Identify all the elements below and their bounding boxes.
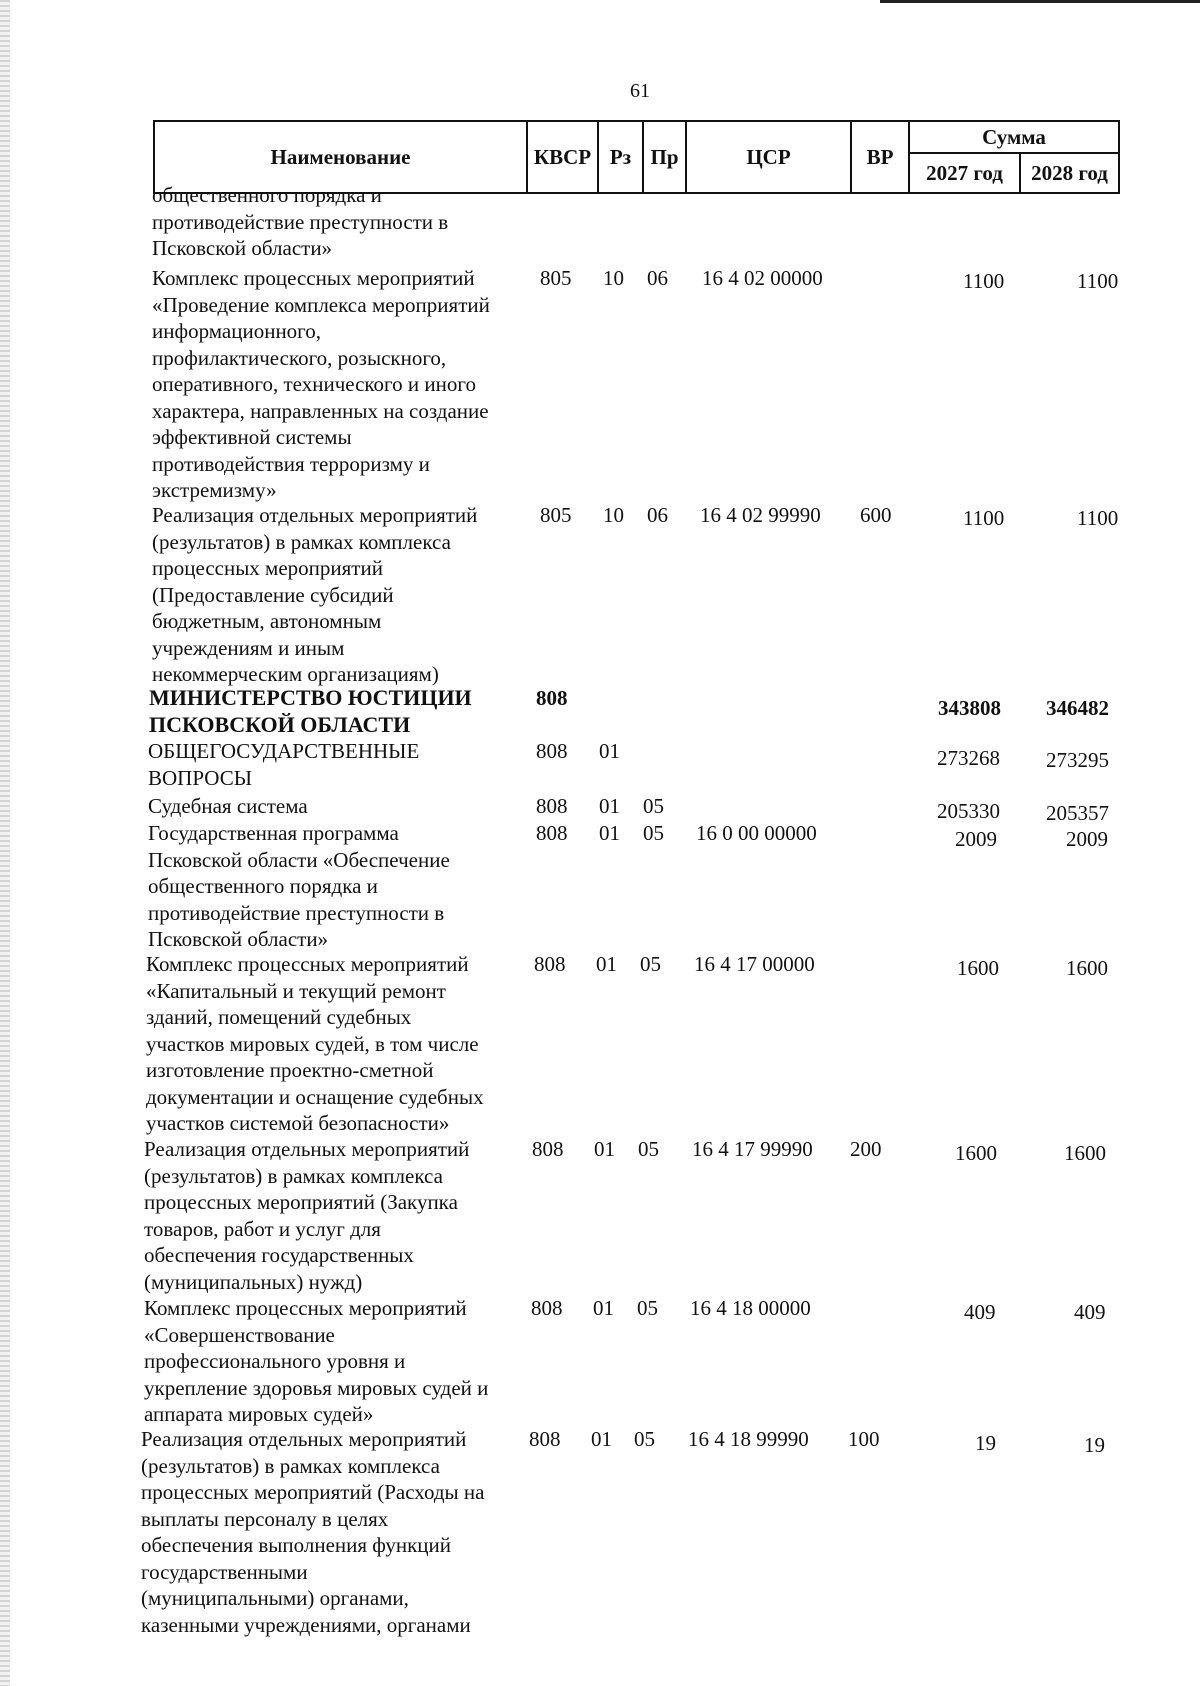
row-pr: 06 bbox=[647, 266, 668, 290]
row-csr: 16 4 18 00000 bbox=[690, 1296, 811, 1320]
row-2027: 19 bbox=[975, 1431, 996, 1455]
row-2027: 1100 bbox=[963, 269, 1005, 293]
row-2027: 2009 bbox=[955, 827, 997, 851]
row-rz: 01 bbox=[599, 794, 620, 818]
row-kvsr: 805 bbox=[540, 503, 572, 527]
row-kvsr: 808 bbox=[536, 686, 568, 710]
row-name: Государственная программа Псковской области «Обеспечение общественного порядка и противодействие преступности в Псковской области» bbox=[148, 821, 450, 951]
row-pr: 05 bbox=[637, 1296, 658, 1320]
header-2028: 2028 год bbox=[1019, 154, 1118, 192]
row-pr: 05 bbox=[640, 952, 661, 976]
header-rz: Рз bbox=[597, 122, 642, 192]
row-rz: 01 bbox=[596, 952, 617, 976]
row-rz: 01 bbox=[599, 821, 620, 845]
row-2028: 205357 bbox=[1046, 801, 1109, 825]
row-name: Комплекс процессных мероприятий «Проведение комплекса мероприятий информационного, профилактического, розыскного, оперативного, технического и иного характера, направленных на создание эффективной системы противодействия терроризму и экстремизму» bbox=[152, 266, 490, 502]
row-rz: 10 bbox=[603, 503, 624, 527]
row-kvsr: 808 bbox=[536, 739, 568, 763]
row-csr: 16 4 02 99990 bbox=[700, 503, 821, 527]
row-2028: 273295 bbox=[1046, 748, 1109, 772]
row-rz: 01 bbox=[591, 1427, 612, 1451]
row-kvsr: 808 bbox=[534, 952, 566, 976]
row-2027: 1100 bbox=[963, 506, 1005, 530]
row-2028: 409 bbox=[1074, 1300, 1106, 1324]
row-kvsr: 808 bbox=[536, 794, 568, 818]
row-rz: 01 bbox=[593, 1296, 614, 1320]
row-csr: 16 4 17 99990 bbox=[692, 1137, 813, 1161]
row-name: Комплекс процессных мероприятий «Совершенствование профессионального уровня и укрепление здоровья мировых судей и аппарата мировых судей» bbox=[144, 1296, 489, 1426]
row-2028: 1600 bbox=[1066, 956, 1108, 980]
row-2027: 273268 bbox=[937, 746, 1000, 770]
row-name: ОБЩЕГОСУДАРСТВЕННЫЕ ВОПРОСЫ bbox=[148, 739, 420, 790]
row-2028: 2009 bbox=[1066, 827, 1108, 851]
header-2027: 2027 год bbox=[908, 154, 1019, 192]
row-csr: 16 4 17 00000 bbox=[694, 952, 815, 976]
row-name: Комплекс процессных мероприятий «Капитальный и текущий ремонт зданий, помещений судебных участков мировых судей, в том числе изготовление проектно-сметной документации и оснащение судебных участков системой безопасности» bbox=[146, 952, 484, 1135]
row-kvsr: 808 bbox=[531, 1296, 563, 1320]
row-2027: 1600 bbox=[957, 956, 999, 980]
row-name: Реализация отдельных мероприятий (результатов) в рамках комплекса процессных мероприятий (Расходы на выплаты персоналу в целях обеспечения выполнения функций государственными (муниципальными) органами, казенными учреждениями, органами bbox=[141, 1427, 485, 1637]
row-2028: 1100 bbox=[1077, 506, 1119, 530]
row-kvsr: 808 bbox=[529, 1427, 561, 1451]
row-2027: 205330 bbox=[937, 799, 1000, 823]
row-name: общественного порядка и противодействие преступности в Псковской области» bbox=[152, 183, 449, 260]
row-pr: 05 bbox=[634, 1427, 655, 1451]
header-csr: ЦСР bbox=[685, 122, 850, 192]
row-name: МИНИСТЕРСТВО ЮСТИЦИИ ПСКОВСКОЙ ОБЛАСТИ bbox=[149, 685, 472, 737]
row-2027: 409 bbox=[964, 1300, 996, 1324]
row-2027: 1600 bbox=[955, 1141, 997, 1165]
row-2028: 19 bbox=[1084, 1433, 1105, 1457]
row-name: Реализация отдельных мероприятий (результатов) в рамках комплекса процессных мероприятий (Предоставление субсидий бюджетным, автономным учреждениям и иным некоммерческим организациям) bbox=[152, 503, 478, 686]
row-vr: 200 bbox=[850, 1137, 882, 1161]
header-pr: Пр bbox=[642, 122, 685, 192]
header-vr: ВР bbox=[850, 122, 908, 192]
row-pr: 05 bbox=[638, 1137, 659, 1161]
row-2028: 346482 bbox=[1046, 696, 1109, 720]
row-vr: 100 bbox=[848, 1427, 880, 1451]
row-rz: 01 bbox=[599, 739, 620, 763]
row-pr: 05 bbox=[643, 821, 664, 845]
row-pr: 06 bbox=[647, 503, 668, 527]
header-name: Наименование bbox=[270, 144, 411, 169]
header-kvsr: КВСР bbox=[526, 122, 597, 192]
row-vr: 600 bbox=[860, 503, 892, 527]
row-kvsr: 805 bbox=[540, 266, 572, 290]
row-kvsr: 808 bbox=[536, 821, 568, 845]
row-name: Судебная система bbox=[148, 794, 308, 818]
header-sum: Сумма bbox=[908, 122, 1118, 154]
row-csr: 16 4 02 00000 bbox=[702, 266, 823, 290]
row-2028: 1600 bbox=[1064, 1141, 1106, 1165]
row-2027: 343808 bbox=[938, 696, 1001, 720]
row-name: Реализация отдельных мероприятий (результатов) в рамках комплекса процессных мероприятий (Закупка товаров, работ и услуг для обеспечения государственных (муниципальных) нужд) bbox=[144, 1137, 470, 1294]
row-2028: 1100 bbox=[1077, 269, 1119, 293]
page-number: 61 bbox=[630, 80, 650, 102]
row-kvsr: 808 bbox=[532, 1137, 564, 1161]
row-pr: 05 bbox=[643, 794, 664, 818]
row-csr: 16 4 18 99990 bbox=[688, 1427, 809, 1451]
row-csr: 16 0 00 00000 bbox=[696, 821, 817, 845]
row-rz: 01 bbox=[594, 1137, 615, 1161]
row-rz: 10 bbox=[603, 266, 624, 290]
